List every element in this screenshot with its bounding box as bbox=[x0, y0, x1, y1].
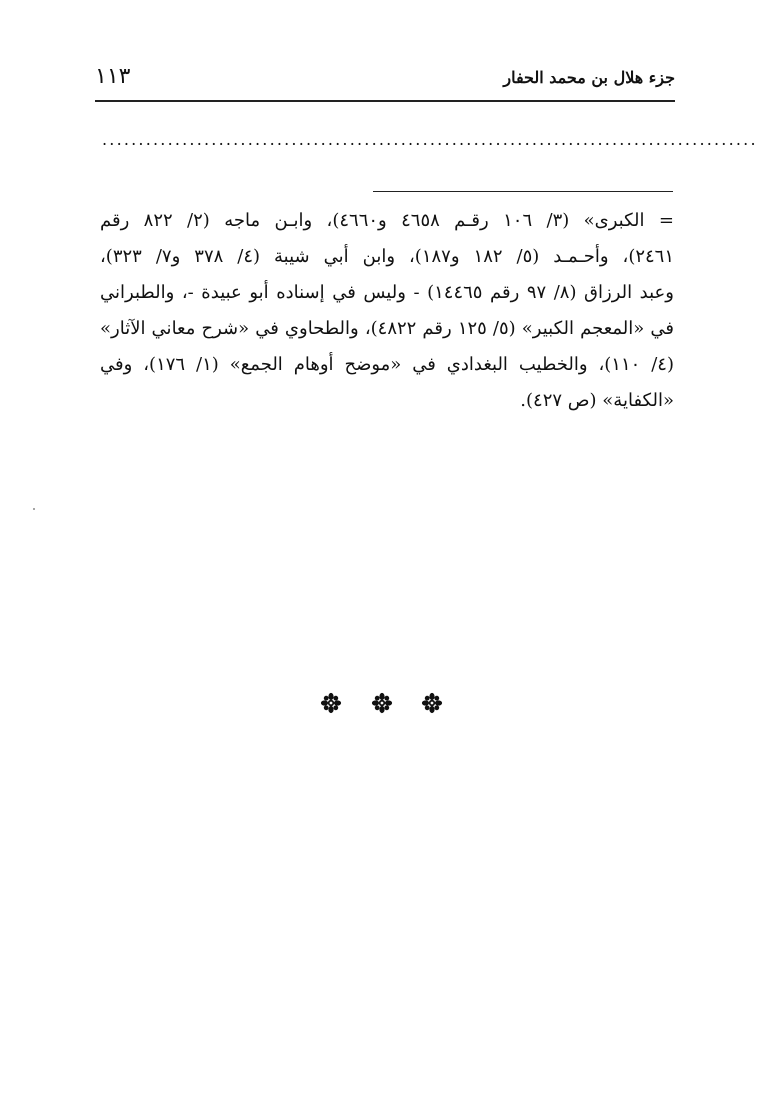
header-rule bbox=[95, 100, 675, 102]
flower-ornament-icon bbox=[371, 692, 393, 714]
footnote-line: «الكفاية» (ص ٤٢٧). bbox=[520, 390, 674, 411]
scan-speck bbox=[33, 508, 35, 510]
footnote-rule bbox=[373, 191, 673, 192]
flower-ornament-icon bbox=[320, 692, 342, 714]
dotted-separator: .......................................................................................... bbox=[102, 130, 758, 149]
section-end-ornament bbox=[320, 690, 443, 716]
footnote-line: = الكبرى» (٣/ ١٠٦ رقـم ٤٦٥٨ و٤٦٦٠)، وابـن ماجه (٢/ ٨٢٢ رقم bbox=[100, 210, 674, 231]
footnote-line: (٤/ ١١٠)، والخطيب البغدادي في «موضح أوهام الجمع» (١/ ١٧٦)، وفي bbox=[100, 354, 674, 375]
footnote bbox=[100, 203, 674, 419]
footnote-line: وعبد الرزاق (٨/ ٩٧ رقم ١٤٤٦٥) - وليس في إسناده أبو عبيدة -، والطبراني bbox=[100, 282, 674, 303]
page-header bbox=[95, 62, 675, 98]
flower-ornament-icon bbox=[421, 692, 443, 714]
running-title: جزء هلال بن محمد الحفار bbox=[503, 68, 675, 87]
footnote-line: في «المعجم الكبير» (٥/ ١٢٥ رقم ٤٨٢٢)، والطحاوي في «شرح معاني الآثار» bbox=[100, 318, 674, 339]
footnote-line: ٢٤٦١)، وأحـمـد (٥/ ١٨٢ و١٨٧)، وابن أبي شيبة (٤/ ٣٧٨ و٧/ ٣٢٣)، bbox=[100, 246, 675, 267]
page-number: ١١٣ bbox=[95, 64, 131, 89]
